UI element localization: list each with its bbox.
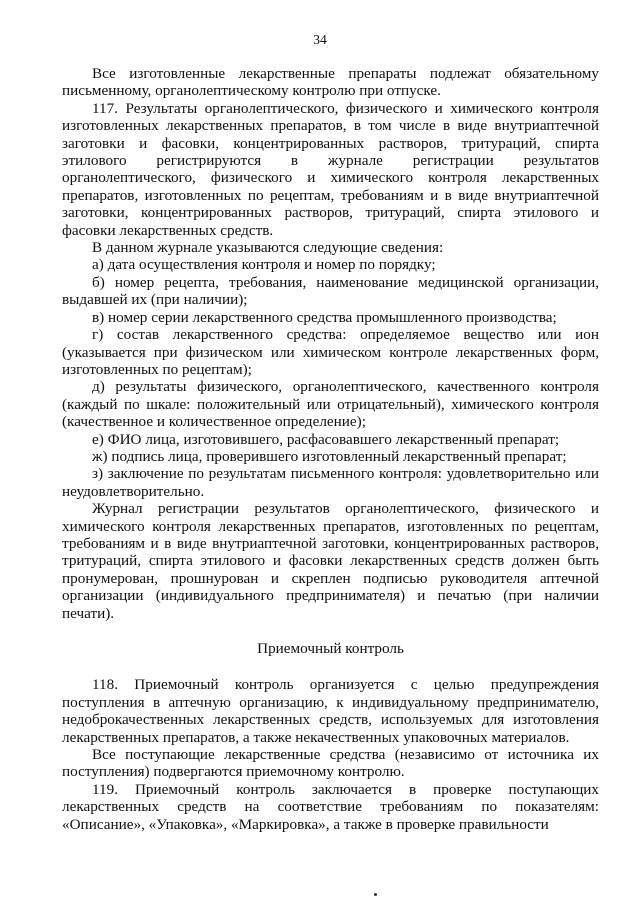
list-item-d: д) результаты физического, органолептического, качественного контроля (каждый по шкале: положительный или отрицательный), химического контроля (качественное и количественное определение); [62,378,599,431]
paragraph-journal-requirements: Журнал регистрации результатов органолептического, физического и химического контроля лекарственных препаратов, изготовленных по рецептам, требованиям и в виде внутриаптечной заготовки, концентрированных растворов, тритураций, спирта этилового и фасовки лекарственных средств должен быть пронумерован, прошнурован и скреплен подписью руководителя аптечной организации (индивидуального предпринимателя) и печатью (при наличии печати). [62,500,599,622]
section-heading: Приемочный контроль [257,640,404,657]
paragraph-written-control-intro: Все изготовленные лекарственные препараты подлежат обязательному письменному, органолептическому контролю при отпуске. [62,65,599,100]
paragraph-119: 119. Приемочный контроль заключается в проверке поступающих лекарственных средств на соответствие требованиям по показателям: «Описание», «Упаковка», «Маркировка», а также в проверке правильности [62,780,599,833]
scan-dot-mark [374,893,377,896]
paragraph-118: 118. Приемочный контроль организуется с целью предупреждения поступления в аптечную организацию, к индивидуальному предпринимателю, недоброкачественных лекарственных средств, используемых для изготовления лекарственных препаратов, а также некачественных упаковочных материалов. [62,676,599,746]
body-text [62,65,599,833]
paragraph-acceptance-all: Все поступающие лекарственные средства (независимо от источника их поступления) подвергаются приемочному контролю. [62,746,599,781]
list-item-a: а) дата осуществления контроля и номер по порядку; [92,256,436,274]
list-item-zh: ж) подпись лица, проверившего изготовленный лекарственный препарат; [92,447,567,465]
list-item-b: б) номер рецепта, требования, наименование медицинской организации, выдавшей их (при наличии); [62,273,599,309]
list-item-z: з) заключение по результатам письменного контроля: удовлетворительно или неудовлетворительно. [62,465,599,500]
list-item-v: в) номер серии лекарственного средства промышленного производства; [92,308,557,326]
list-item-g: г) состав лекарственного средства: определяемое вещество или ион (указывается при физическом или химическом контроле лекарственных форм, изготовленных по рецептам); [62,326,599,378]
page-number: 34 [313,32,327,47]
paragraph-journal-info: В данном журнале указываются следующие сведения: [92,239,444,257]
paragraph-117: 117. Результаты органолептического, физического и химического контроля изготовленных лекарственных препаратов, в том числе в виде внутриаптечной заготовки и фасовки, концентрированных растворов, тритураций, спирта этилового регистрируются в журнале регистрации результатов органолептического, физического и химического контроля лекарственных препаратов, изготовленных по рецептам, требованиям и в виде внутриаптечной заготовки, концентрированных растворов, тритураций, спирта этилового и фасовки лекарственных средств. [62,99,599,239]
list-item-e: е) ФИО лица, изготовившего, расфасовавшего лекарственный препарат; [92,430,560,448]
